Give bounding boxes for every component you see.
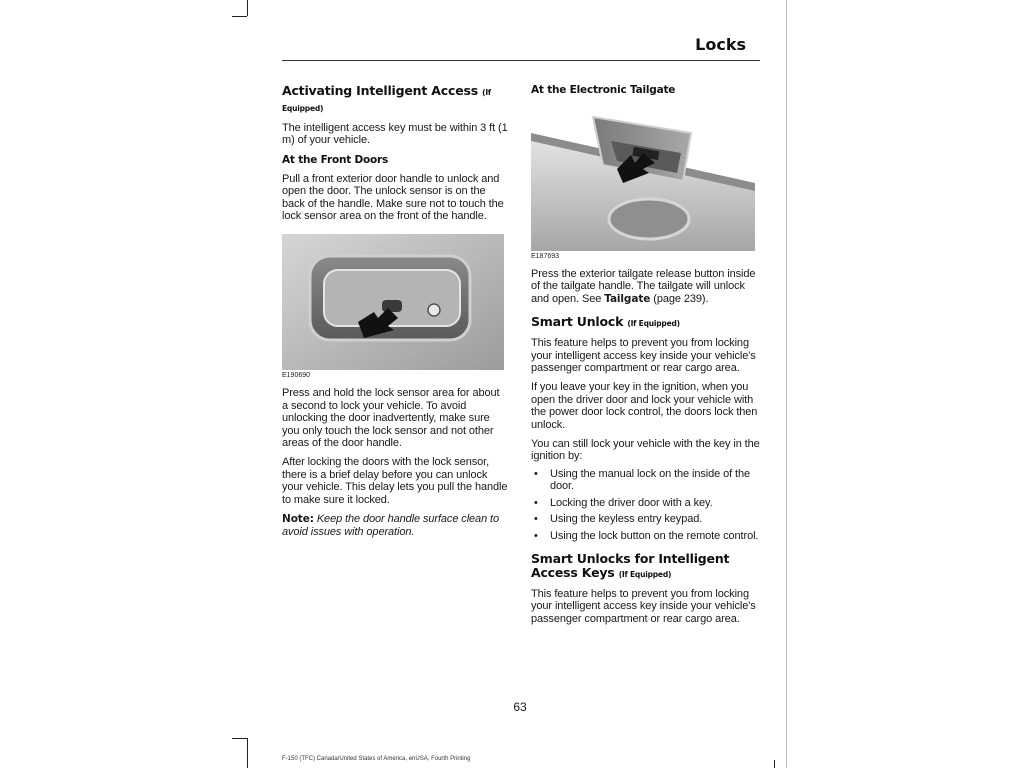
- right-column: [531, 84, 760, 632]
- heading-suffix: (If Equipped): [618, 569, 672, 579]
- bullet: •: [534, 529, 538, 542]
- list-item-text: Using the manual lock on the inside of the door.: [550, 467, 751, 493]
- subheading-electronic-tailgate: At the Electronic Tailgate: [531, 84, 676, 96]
- crop-mark-top-left-h: [232, 16, 247, 17]
- list-item-text: Using the lock button on the remote control.: [550, 529, 759, 542]
- page-title: Locks: [695, 35, 746, 54]
- figure-id: E190690: [282, 372, 311, 380]
- heading-activating-intelligent-access: [282, 84, 508, 116]
- note-text: Keep the door handle surface clean to avoid issues with operation.: [282, 513, 500, 538]
- paragraph-lock-sensor: Press and hold the lock sensor area for about a second to lock your vehicle. To avoid unlocking the door inadvertently, make sure you only touch the lock sensor and not other areas of the door handle.: [282, 387, 500, 450]
- paragraph-smart-unlock-3: You can still lock your vehicle with the key in the ignition by:: [531, 438, 760, 463]
- note-label: Note:: [282, 513, 314, 526]
- bullet: •: [534, 467, 538, 480]
- tailgate-text-post: (page 239).: [653, 292, 709, 305]
- list-item: [531, 530, 760, 542]
- note: [282, 513, 508, 538]
- heading-suffix: (If Equipped): [282, 88, 491, 113]
- list-item-text: Using the keyless entry keypad.: [550, 513, 703, 526]
- left-column: [282, 84, 508, 545]
- paragraph-unlock-sensor: Pull a front exterior door handle to unlock and open the door. The unlock sensor is on the back of the handle. Make sure not to touch the lock sensor area on the front of the handle.: [282, 172, 504, 223]
- tailgate-text-pre: Press the exterior tailgate release button inside of the tailgate handle. The tailgate will unlock and open. See: [531, 268, 756, 305]
- crop-mark-top-left: [247, 0, 248, 16]
- list-item-text: Locking the driver door with a key.: [550, 496, 713, 509]
- figure-door-handle: [282, 234, 508, 370]
- crop-mark-bottom-left-h: [232, 738, 247, 739]
- heading-text: Activating Intelligent Access: [282, 83, 478, 98]
- list-item: [531, 468, 760, 493]
- page-edge: [786, 0, 787, 768]
- door-handle-illustration: [282, 234, 504, 370]
- heading-text: Smart Unlock: [531, 314, 624, 330]
- heading-smart-unlocks-intelligent-access: [531, 552, 760, 582]
- figure-id: E187693: [531, 253, 560, 260]
- paragraph-smart-unlock-1: This feature helps to prevent you from locking your intelligent access key inside your vehicle's passenger compartment or rear cargo area.: [531, 337, 756, 375]
- page-number: 63: [513, 700, 527, 714]
- paragraph-lock-delay: After locking the doors with the lock sensor, there is a brief delay before you can unlock your vehicle. This delay lets you pull the handle to make sure it locked.: [282, 456, 508, 506]
- crop-mark-bottom-right: [774, 760, 775, 768]
- bullet: •: [534, 513, 538, 526]
- paragraph-smart-unlock-2: If you leave your key in the ignition, when you open the driver door and lock your vehicle with the power door lock control, the doors lock then unlock.: [531, 381, 758, 431]
- subheading-front-doors: At the Front Doors: [282, 153, 389, 166]
- crop-mark-bottom-left: [247, 738, 248, 768]
- paragraph-smart-unlock-4: This feature helps to prevent you from locking your intelligent access key inside your vehicle's passenger compartment or rear cargo area.: [531, 587, 756, 625]
- paragraph-tailgate-release: [531, 268, 760, 305]
- print-line: F-150 (TFC) Canada/United States of America, enUSA, Fourth Printing: [282, 756, 471, 762]
- list-item: [531, 497, 760, 509]
- heading-suffix: (If Equipped): [627, 319, 680, 329]
- bullet: •: [534, 496, 538, 509]
- lock-methods-list: [531, 468, 760, 542]
- title-rule: [282, 60, 760, 61]
- figure-tailgate-handle: [531, 111, 760, 251]
- heading-text: Smart Unlocks for Intelligent Access Keys: [531, 550, 730, 580]
- cross-reference-tailgate-link[interactable]: Tailgate: [604, 292, 651, 305]
- tailgate-handle-illustration: [531, 111, 755, 251]
- list-item: [531, 513, 760, 525]
- heading-smart-unlock: [531, 315, 760, 331]
- paragraph-key-range: The intelligent access key must be within 3 ft (1 m) of your vehicle.: [282, 122, 508, 147]
